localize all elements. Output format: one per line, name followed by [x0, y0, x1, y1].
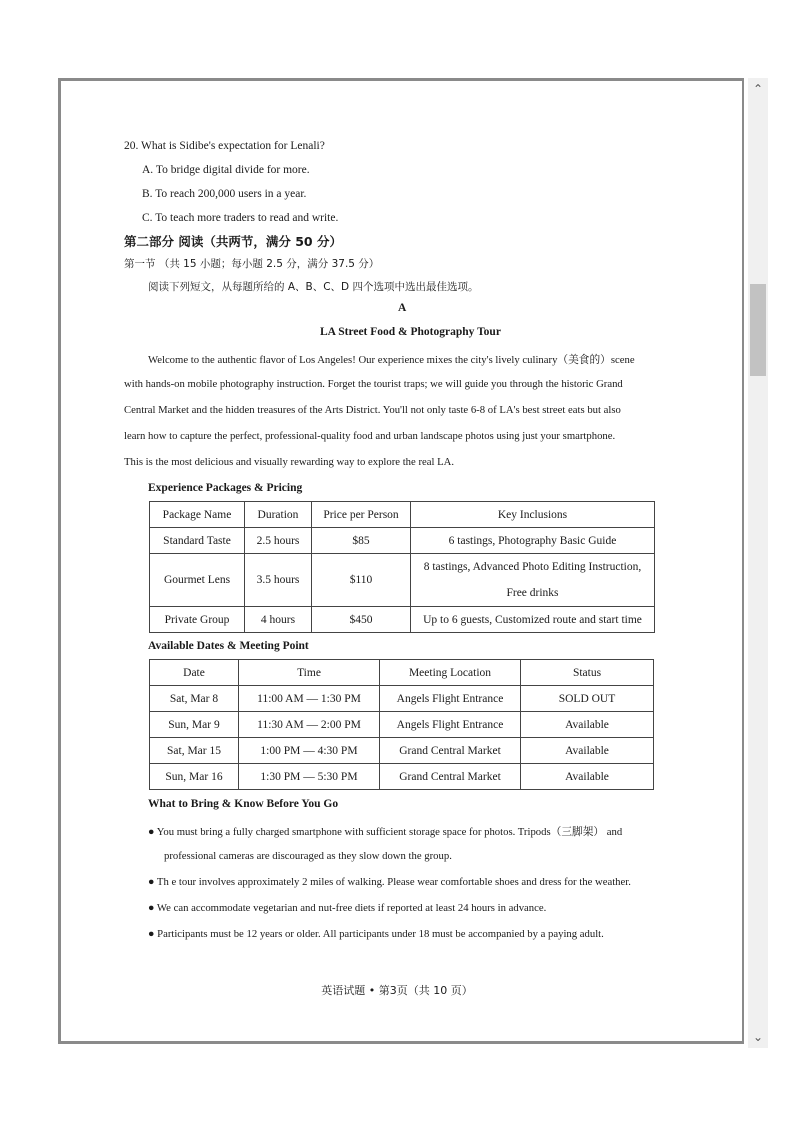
option-a: A. To bridge digital divide for more. — [142, 164, 310, 176]
table-cell: Sat, Mar 15 — [150, 738, 239, 764]
table-cell: Available — [521, 764, 654, 790]
paragraph-line: learn how to capture the perfect, professional-quality food and urban landscape photos using just your smartphone. — [124, 430, 616, 442]
table-header-row — [150, 502, 655, 528]
table-header-cell: Key Inclusions — [411, 502, 655, 528]
note-bullet-continued: professional cameras are discouraged as they slow down the group. — [164, 850, 452, 862]
table-cell: 1:30 PM — 5:30 PM — [239, 764, 380, 790]
table-cell: Up to 6 guests, Customized route and start time — [411, 607, 655, 633]
table-cell: Sun, Mar 16 — [150, 764, 239, 790]
notes-heading: What to Bring & Know Before You Go — [148, 798, 339, 810]
packages-heading: Experience Packages & Pricing — [148, 482, 303, 494]
question-stem: 20. What is Sidibe's expectation for Lenali? — [124, 140, 325, 152]
table-header-row — [150, 660, 654, 686]
table-cell: 6 tastings, Photography Basic Guide — [411, 528, 655, 554]
paragraph-line: Welcome to the authentic flavor of Los Angeles! Our experience mixes the city's lively culinary（美食的）scene — [148, 354, 635, 366]
table-header-cell: Duration — [245, 502, 312, 528]
passage-title: LA Street Food & Photography Tour — [320, 326, 501, 338]
table-cell: Grand Central Market — [380, 764, 521, 790]
part-title: 第二部分 阅读（共两节，满分 50 分） — [124, 234, 342, 249]
dates-heading: Available Dates & Meeting Point — [148, 640, 309, 652]
note-bullet: ● You must bring a fully charged smartphone with sufficient storage space for photos. Tripods（三脚架） and — [148, 826, 623, 838]
table-cell: 2.5 hours — [245, 528, 312, 554]
table-header-cell: Price per Person — [312, 502, 411, 528]
table-header-cell: Meeting Location — [380, 660, 521, 686]
table-row — [150, 712, 654, 738]
passage-letter: A — [398, 302, 407, 314]
table-cell: Sun, Mar 9 — [150, 712, 239, 738]
table-cell: Private Group — [150, 607, 245, 633]
scroll-down-icon[interactable]: ⌄ — [752, 1030, 764, 1044]
option-b: B. To reach 200,000 users in a year. — [142, 188, 307, 200]
table-cell: $110 — [312, 554, 411, 607]
table-row — [150, 738, 654, 764]
table-cell: $450 — [312, 607, 411, 633]
dates-table — [149, 659, 654, 790]
table-header-cell: Package Name — [150, 502, 245, 528]
table-row — [150, 764, 654, 790]
table-cell: Gourmet Lens — [150, 554, 245, 607]
table-cell: Available — [521, 712, 654, 738]
table-cell: Angels Flight Entrance — [380, 712, 521, 738]
table-cell: Available — [521, 738, 654, 764]
table-cell: 3.5 hours — [245, 554, 312, 607]
table-cell: 1:00 PM — 4:30 PM — [239, 738, 380, 764]
vertical-scrollbar[interactable] — [748, 78, 768, 1048]
paragraph-line: This is the most delicious and visually rewarding way to explore the real LA. — [124, 456, 455, 468]
table-header-cell: Time — [239, 660, 380, 686]
table-row — [150, 554, 655, 607]
cell-line: 8 tastings, Advanced Photo Editing Instruction, — [423, 561, 642, 573]
page-footer: 英语试题 • 第3页（共 10 页） — [321, 984, 473, 997]
instruction: 阅读下列短文，从每题所给的 A、B、C、D 四个选项中选出最佳选项。 — [148, 281, 479, 293]
table-row — [150, 607, 655, 633]
table-cell — [411, 554, 655, 607]
table-header-cell: Status — [521, 660, 654, 686]
scroll-up-icon[interactable]: ⌃ — [752, 82, 764, 96]
table-row — [150, 686, 654, 712]
paragraph-line: with hands-on mobile photography instruction. Forget the tourist traps; we will guide you through the historic Grand — [124, 378, 623, 390]
table-cell: SOLD OUT — [521, 686, 654, 712]
table-cell: 11:00 AM — 1:30 PM — [239, 686, 380, 712]
note-bullet: ● We can accommodate vegetarian and nut-free diets if reported at least 24 hours in advance. — [148, 902, 547, 914]
table-row — [150, 528, 655, 554]
note-bullet: ● Participants must be 12 years or older. All participants under 18 must be accompanied by a paying adult. — [148, 928, 604, 940]
table-cell: 4 hours — [245, 607, 312, 633]
note-bullet: ● Th e tour involves approximately 2 miles of walking. Please wear comfortable shoes and dress for the weather. — [148, 876, 631, 888]
packages-table — [149, 501, 655, 633]
scroll-thumb[interactable] — [750, 284, 766, 376]
table-cell: Grand Central Market — [380, 738, 521, 764]
table-cell: 11:30 AM — 2:00 PM — [239, 712, 380, 738]
subsection-title: 第一节 （共 15 小题；每小题 2.5 分，满分 37.5 分） — [124, 258, 380, 270]
cell-line: Free drinks — [506, 587, 559, 599]
table-cell: Sat, Mar 8 — [150, 686, 239, 712]
table-cell: $85 — [312, 528, 411, 554]
table-cell: Angels Flight Entrance — [380, 686, 521, 712]
option-c: C. To teach more traders to read and write. — [142, 212, 339, 224]
paragraph-line: Central Market and the hidden treasures of the Arts District. You'll not only taste 6-8 of LA's best street eats but also — [124, 404, 621, 416]
table-cell: Standard Taste — [150, 528, 245, 554]
table-header-cell: Date — [150, 660, 239, 686]
